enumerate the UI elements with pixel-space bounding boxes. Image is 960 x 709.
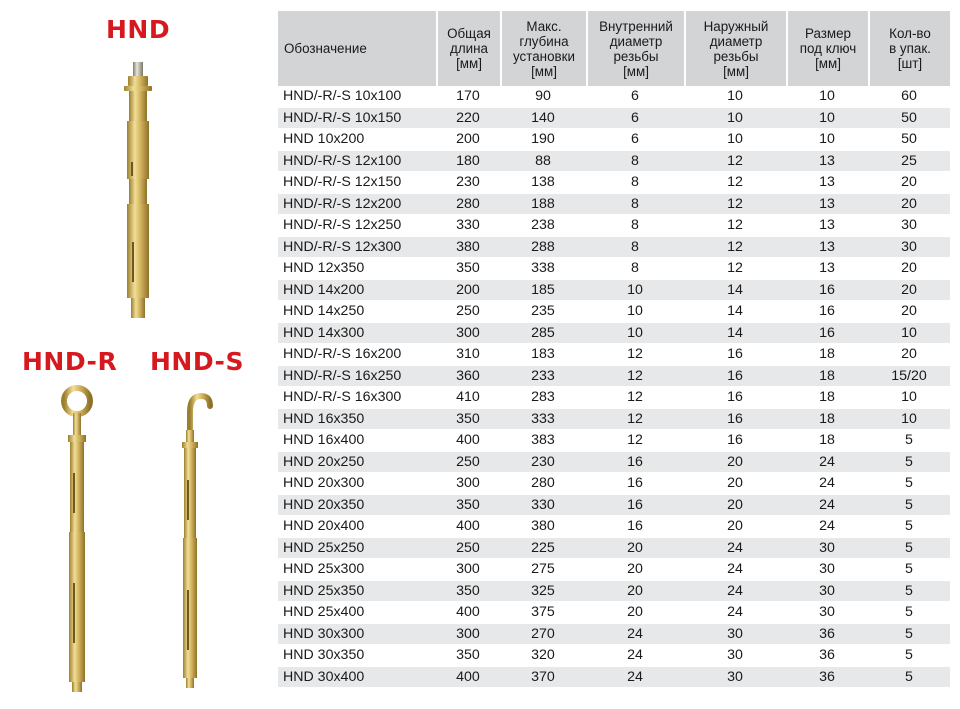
col-max-depth-cell: 138 [500,172,586,194]
col-total-length-cell: 250 [436,538,500,560]
col-max-depth-header: Макс. глубина установки [мм] [500,11,586,86]
col-outer-thread-cell: 12 [684,151,786,173]
col-total-length-cell: 410 [436,387,500,409]
col-max-depth-cell: 288 [500,237,586,259]
table-row [278,344,950,366]
col-outer-thread-cell: 12 [684,194,786,216]
col-outer-thread-cell: 14 [684,280,786,302]
col-designation-cell: HND 16x350 [278,409,436,431]
col-inner-thread-cell: 8 [586,194,684,216]
col-pack-qty-cell: 5 [868,624,950,646]
col-designation-cell: HND/-R/-S 12x150 [278,172,436,194]
col-inner-thread-cell: 10 [586,301,684,323]
col-pack-qty-cell: 60 [868,86,950,108]
table-row [278,473,950,495]
col-outer-thread-cell: 30 [684,667,786,689]
col-designation-cell: HND 14x300 [278,323,436,345]
col-total-length-cell: 200 [436,129,500,151]
col-total-length-cell: 250 [436,301,500,323]
col-designation-cell: HND 20x250 [278,452,436,474]
col-outer-thread-cell: 30 [684,624,786,646]
col-inner-thread-cell: 16 [586,495,684,517]
col-max-depth-cell: 225 [500,538,586,560]
col-wrench-size-cell: 10 [786,86,868,108]
col-wrench-size-cell: 30 [786,581,868,603]
col-designation-cell: HND 25x300 [278,559,436,581]
col-inner-thread-cell: 8 [586,151,684,173]
col-max-depth-cell: 320 [500,645,586,667]
col-max-depth-cell: 275 [500,559,586,581]
col-designation-cell: HND 14x250 [278,301,436,323]
col-designation-cell: HND 25x400 [278,602,436,624]
col-designation-cell: HND/-R/-S 10x150 [278,108,436,130]
hnd-label: HND [106,15,171,44]
hnd-r-label: HND-R [22,347,118,376]
col-pack-qty-cell: 50 [868,108,950,130]
col-wrench-size-cell: 24 [786,452,868,474]
col-wrench-size-cell: 18 [786,430,868,452]
col-pack-qty-cell: 5 [868,516,950,538]
col-designation-cell: HND 10x200 [278,129,436,151]
table-row [278,387,950,409]
col-pack-qty-cell: 50 [868,129,950,151]
col-pack-qty-cell: 5 [868,645,950,667]
col-pack-qty-cell: 20 [868,194,950,216]
col-pack-qty-cell: 5 [868,452,950,474]
col-wrench-size-cell: 18 [786,409,868,431]
table-row [278,624,950,646]
col-designation-cell: HND 30x350 [278,645,436,667]
col-outer-thread-cell: 24 [684,602,786,624]
table-row [278,516,950,538]
col-max-depth-cell: 283 [500,387,586,409]
col-outer-thread-cell: 24 [684,559,786,581]
table-row [278,151,950,173]
col-pack-qty-cell: 20 [868,280,950,302]
col-outer-thread-cell: 12 [684,258,786,280]
col-total-length-cell: 360 [436,366,500,388]
col-outer-thread-cell: 16 [684,387,786,409]
col-wrench-size-cell: 36 [786,624,868,646]
col-designation-cell: HND 25x350 [278,581,436,603]
col-outer-thread-cell: 14 [684,323,786,345]
col-pack-qty-cell: 5 [868,495,950,517]
col-pack-qty-cell: 5 [868,430,950,452]
col-max-depth-cell: 380 [500,516,586,538]
table-row [278,430,950,452]
col-max-depth-cell: 183 [500,344,586,366]
table-row [278,495,950,517]
col-outer-thread-cell: 24 [684,538,786,560]
col-outer-thread-header: Наружный диаметр резьбы [мм] [684,11,786,86]
col-pack-qty-cell: 5 [868,581,950,603]
col-pack-qty-cell: 20 [868,301,950,323]
col-max-depth-cell: 230 [500,452,586,474]
col-inner-thread-cell: 16 [586,473,684,495]
col-wrench-size-header: Размер под ключ [мм] [786,11,868,86]
col-total-length-cell: 330 [436,215,500,237]
col-wrench-size-cell: 13 [786,172,868,194]
col-pack-qty-cell: 25 [868,151,950,173]
col-total-length-cell: 230 [436,172,500,194]
col-total-length-header: Общая длина [мм] [436,11,500,86]
col-inner-thread-cell: 20 [586,602,684,624]
table-row [278,108,950,130]
col-inner-thread-cell: 24 [586,667,684,689]
col-max-depth-cell: 88 [500,151,586,173]
col-wrench-size-cell: 24 [786,495,868,517]
col-outer-thread-cell: 10 [684,129,786,151]
col-wrench-size-cell: 18 [786,344,868,366]
table-row [278,215,950,237]
col-total-length-cell: 400 [436,430,500,452]
table-row [278,258,950,280]
col-outer-thread-cell: 14 [684,301,786,323]
col-inner-thread-cell: 20 [586,559,684,581]
col-outer-thread-cell: 20 [684,473,786,495]
col-total-length-cell: 380 [436,237,500,259]
col-wrench-size-cell: 13 [786,151,868,173]
col-max-depth-cell: 185 [500,280,586,302]
col-inner-thread-cell: 8 [586,215,684,237]
table-row [278,602,950,624]
col-total-length-cell: 180 [436,151,500,173]
col-pack-qty-cell: 20 [868,258,950,280]
col-total-length-cell: 350 [436,645,500,667]
col-wrench-size-cell: 10 [786,108,868,130]
col-inner-thread-cell: 24 [586,645,684,667]
table-row [278,301,950,323]
col-pack-qty-cell: 20 [868,344,950,366]
col-inner-thread-cell: 24 [586,624,684,646]
col-wrench-size-cell: 13 [786,215,868,237]
col-wrench-size-cell: 36 [786,645,868,667]
col-wrench-size-cell: 30 [786,538,868,560]
col-designation-cell: HND/-R/-S 12x200 [278,194,436,216]
col-max-depth-cell: 330 [500,495,586,517]
col-max-depth-cell: 140 [500,108,586,130]
col-max-depth-cell: 280 [500,473,586,495]
col-total-length-cell: 280 [436,194,500,216]
col-max-depth-cell: 238 [500,215,586,237]
col-outer-thread-cell: 16 [684,430,786,452]
col-max-depth-cell: 325 [500,581,586,603]
table-row [278,194,950,216]
col-total-length-cell: 400 [436,516,500,538]
col-inner-thread-cell: 12 [586,430,684,452]
col-total-length-cell: 250 [436,452,500,474]
col-pack-qty-header: Кол-во в упак. [шт] [868,11,950,86]
col-total-length-cell: 400 [436,602,500,624]
col-pack-qty-cell: 30 [868,237,950,259]
col-pack-qty-cell: 5 [868,538,950,560]
col-inner-thread-cell: 12 [586,366,684,388]
col-outer-thread-cell: 20 [684,495,786,517]
col-total-length-cell: 220 [436,108,500,130]
table-row [278,280,950,302]
col-inner-thread-cell: 20 [586,538,684,560]
col-total-length-cell: 300 [436,559,500,581]
table-row [278,366,950,388]
col-designation-cell: HND 16x400 [278,430,436,452]
table-row [278,538,950,560]
col-max-depth-cell: 375 [500,602,586,624]
col-max-depth-cell: 285 [500,323,586,345]
col-total-length-cell: 310 [436,344,500,366]
col-designation-cell: HND 20x350 [278,495,436,517]
col-max-depth-cell: 190 [500,129,586,151]
table-row [278,452,950,474]
col-total-length-cell: 400 [436,667,500,689]
table-header-row [278,11,950,86]
col-max-depth-cell: 233 [500,366,586,388]
col-max-depth-cell: 338 [500,258,586,280]
table-row [278,559,950,581]
col-designation-cell: HND/-R/-S 12x250 [278,215,436,237]
col-designation-cell: HND/-R/-S 12x300 [278,237,436,259]
col-wrench-size-cell: 36 [786,667,868,689]
col-wrench-size-cell: 30 [786,559,868,581]
col-wrench-size-cell: 24 [786,516,868,538]
col-outer-thread-cell: 20 [684,452,786,474]
col-max-depth-cell: 188 [500,194,586,216]
col-inner-thread-cell: 8 [586,258,684,280]
table-row [278,645,950,667]
col-inner-thread-cell: 6 [586,108,684,130]
col-max-depth-cell: 370 [500,667,586,689]
col-total-length-cell: 300 [436,323,500,345]
col-pack-qty-cell: 10 [868,387,950,409]
col-pack-qty-cell: 5 [868,667,950,689]
col-total-length-cell: 350 [436,409,500,431]
col-pack-qty-cell: 5 [868,473,950,495]
col-outer-thread-cell: 16 [684,409,786,431]
hnd-s-label: HND-S [150,347,244,376]
col-pack-qty-cell: 5 [868,559,950,581]
col-wrench-size-cell: 18 [786,366,868,388]
table-row [278,323,950,345]
col-pack-qty-cell: 10 [868,409,950,431]
col-inner-thread-cell: 6 [586,86,684,108]
table-row [278,667,950,689]
col-outer-thread-cell: 16 [684,366,786,388]
col-inner-thread-cell: 12 [586,409,684,431]
col-designation-cell: HND 20x300 [278,473,436,495]
col-designation-cell: HND/-R/-S 16x200 [278,344,436,366]
col-pack-qty-cell: 5 [868,602,950,624]
col-wrench-size-cell: 30 [786,602,868,624]
col-pack-qty-cell: 20 [868,172,950,194]
table-row [278,409,950,431]
col-max-depth-cell: 235 [500,301,586,323]
col-wrench-size-cell: 13 [786,194,868,216]
col-wrench-size-cell: 13 [786,237,868,259]
col-outer-thread-cell: 24 [684,581,786,603]
sleeve-anchor-ring-icon [57,383,97,693]
col-max-depth-cell: 383 [500,430,586,452]
table-body [278,86,950,688]
sleeve-anchor-hook-icon [170,390,220,690]
col-max-depth-cell: 333 [500,409,586,431]
col-wrench-size-cell: 24 [786,473,868,495]
col-inner-thread-cell: 16 [586,516,684,538]
table-row [278,581,950,603]
col-wrench-size-cell: 16 [786,301,868,323]
col-outer-thread-cell: 12 [684,172,786,194]
col-wrench-size-cell: 16 [786,280,868,302]
col-designation-cell: HND 30x300 [278,624,436,646]
col-inner-thread-cell: 6 [586,129,684,151]
col-outer-thread-cell: 30 [684,645,786,667]
col-designation-cell: HND 20x400 [278,516,436,538]
col-designation-cell: HND 12x350 [278,258,436,280]
col-total-length-cell: 350 [436,495,500,517]
col-wrench-size-cell: 10 [786,129,868,151]
col-pack-qty-cell: 15/20 [868,366,950,388]
table-row [278,172,950,194]
col-inner-thread-cell: 8 [586,237,684,259]
col-pack-qty-cell: 10 [868,323,950,345]
col-total-length-cell: 300 [436,473,500,495]
col-max-depth-cell: 270 [500,624,586,646]
col-designation-cell: HND 25x250 [278,538,436,560]
col-total-length-cell: 350 [436,581,500,603]
col-designation-header: Обозначение [278,11,436,86]
table-row [278,86,950,108]
col-inner-thread-cell: 20 [586,581,684,603]
col-outer-thread-cell: 16 [684,344,786,366]
col-designation-cell: HND 14x200 [278,280,436,302]
col-inner-thread-cell: 10 [586,323,684,345]
col-total-length-cell: 300 [436,624,500,646]
col-wrench-size-cell: 18 [786,387,868,409]
col-outer-thread-cell: 10 [684,86,786,108]
col-designation-cell: HND/-R/-S 16x300 [278,387,436,409]
table-row [278,237,950,259]
col-inner-thread-cell: 16 [586,452,684,474]
col-total-length-cell: 350 [436,258,500,280]
col-inner-thread-cell: 12 [586,344,684,366]
col-inner-thread-header: Внутренний диаметр резьбы [мм] [586,11,684,86]
col-designation-cell: HND/-R/-S 10x100 [278,86,436,108]
col-outer-thread-cell: 12 [684,215,786,237]
col-inner-thread-cell: 10 [586,280,684,302]
table-row [278,129,950,151]
sleeve-anchor-nut-icon [118,62,158,322]
col-outer-thread-cell: 20 [684,516,786,538]
specs-table [278,11,950,688]
col-inner-thread-cell: 8 [586,172,684,194]
col-outer-thread-cell: 10 [684,108,786,130]
col-pack-qty-cell: 30 [868,215,950,237]
col-outer-thread-cell: 12 [684,237,786,259]
col-wrench-size-cell: 16 [786,323,868,345]
col-designation-cell: HND 30x400 [278,667,436,689]
col-designation-cell: HND/-R/-S 12x100 [278,151,436,173]
col-max-depth-cell: 90 [500,86,586,108]
col-total-length-cell: 170 [436,86,500,108]
col-total-length-cell: 200 [436,280,500,302]
col-inner-thread-cell: 12 [586,387,684,409]
col-wrench-size-cell: 13 [786,258,868,280]
col-designation-cell: HND/-R/-S 16x250 [278,366,436,388]
